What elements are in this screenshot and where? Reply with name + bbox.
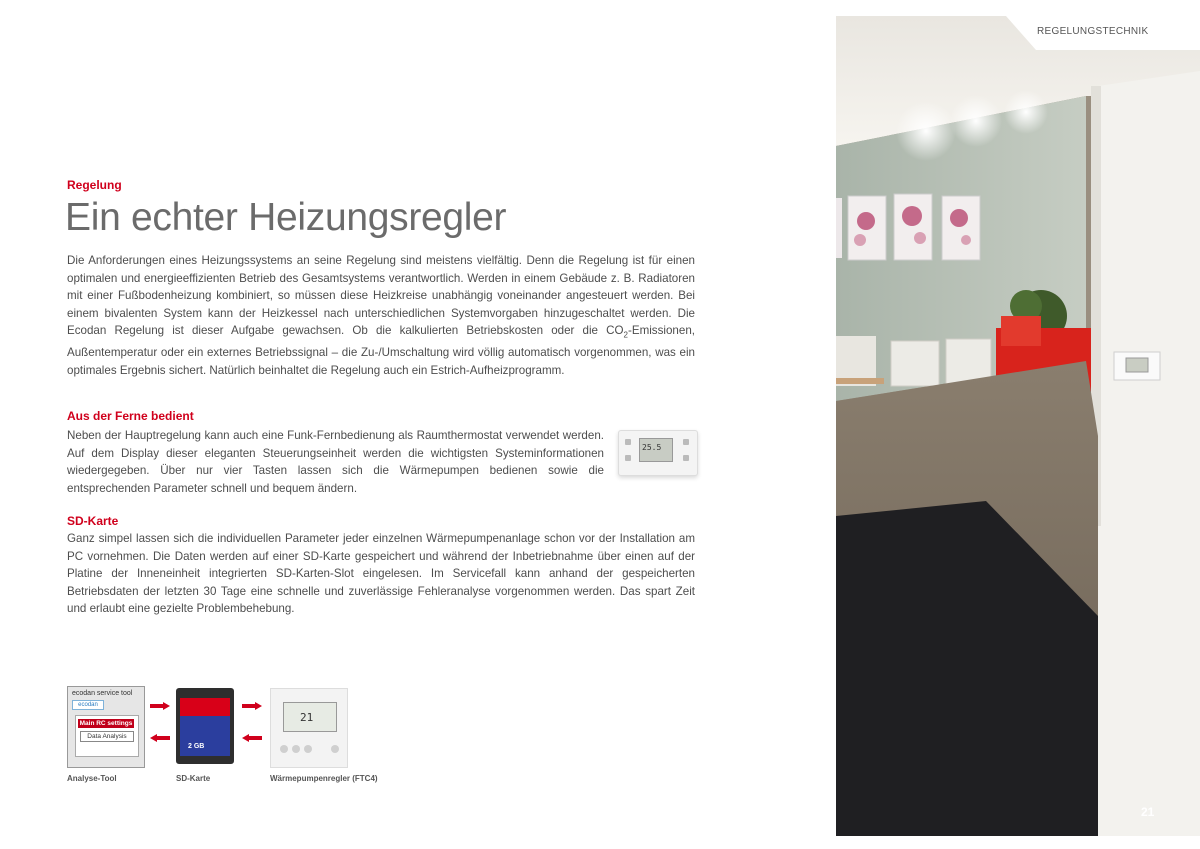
sd-card-image — [176, 688, 234, 764]
ecodan-logo: ecodan — [72, 700, 104, 710]
controller-display-value: 21 — [300, 711, 314, 724]
controller-button — [280, 745, 288, 753]
thermostat-button — [683, 439, 689, 445]
room-illustration — [836, 16, 1200, 836]
sd-card-body — [180, 716, 230, 756]
arrow-left-icon — [150, 734, 170, 742]
tool-menu — [75, 715, 139, 757]
co2-subscript: 2 — [623, 330, 628, 340]
heat-pump-controller-image — [270, 688, 348, 768]
caption-sd-card: SD-Karte — [176, 774, 211, 783]
intro-text-2: -Emissionen, Außentemperatur oder ein externes Betriebssignal – die Zu-/Umschaltung wird völlig automatisch vorgenommen, was ein optimales Ergebnis sichert. Natürlich beinhaltet die Regelung auch ein Estrich-Aufheizprogramm. — [67, 324, 695, 377]
analysis-tool-screen — [67, 686, 145, 768]
arrow-left-icon — [242, 734, 262, 742]
sd-card-label-band — [180, 698, 230, 716]
chapter-label: REGELUNGSTECHNIK — [1037, 26, 1149, 37]
intro-paragraph — [67, 252, 695, 379]
sdcard-heading: SD-Karte — [67, 514, 119, 528]
controller-button — [292, 745, 300, 753]
controller-button — [304, 745, 312, 753]
page-number: 21 — [1141, 805, 1155, 819]
thermostat-display-value: 25.5 — [642, 443, 662, 452]
interior-photo — [836, 16, 1200, 836]
sd-card-capacity: 2 GB — [188, 743, 205, 750]
arrow-right-icon — [242, 702, 262, 710]
thermostat-button — [625, 455, 631, 461]
room-thermostat-image — [618, 430, 698, 476]
tool-menu-item: Main RC settings — [79, 720, 133, 727]
controller-button — [331, 745, 339, 753]
tool-title: ecodan service tool — [72, 690, 133, 697]
controller-display — [283, 702, 337, 732]
arrow-right-icon — [150, 702, 170, 710]
thermostat-button — [625, 439, 631, 445]
thermostat-display — [639, 438, 673, 462]
remote-paragraph: Neben der Hauptregelung kann auch eine Funk-Fernbedienung als Raumthermostat verwendet werden. Auf dem Display dieser eleganten Steuerungseinheit werden die wichtigsten Systeminformationen wiedergegeben. Über nur vier Tasten lassen sich die Wärmepumpen bedienen sowie die entsprechenden Parameter schnell und bequem ändern. — [67, 429, 604, 495]
page-title: Ein echter Heizungsregler — [65, 196, 507, 239]
intro-text-1: Die Anforderungen eines Heizungssystems an seine Regelung sind meistens vielfältig. Denn die Regelung ist für einen optimalen und energieeffizienten Betrieb des Gesamtsystems verantwortlich. Werden in einem Gebäude z. B. Radiatoren mit einer Fußbodenheizung kombiniert, so müssen diese Heizkreise unabhängig voneinander angesteuert werden. Bei einem bivalenten System kann der Heizkessel nach unterschiedlichen Systemvorgaben hinzugeschaltet werden. Die Ecodan Regelung ist dieser Aufgabe gewachsen. Ob die kalkulierten Betriebskosten oder die CO — [67, 254, 695, 338]
sdcard-paragraph: Ganz simpel lassen sich die individuellen Parameter jeder einzelnen Wärmepumpenanlage schon vor der Installation am PC vornehmen. Die Daten werden auf einer SD-Karte gespeichert und während der Inbetriebnahme über einen auf der Platine der Inneneinheit integrierten SD-Karten-Slot eingelesen. Im Servicefall kann anhand der gespeicherten Betriebsdaten der letzten 30 Tage eine schnelle und zuverlässige Fehleranalyse vorgenommen werden. Das spart Zeit und erlaubt eine gezielte Problembehebung. — [67, 532, 695, 616]
caption-controller: Wärmepumpenregler (FTC4) — [270, 774, 378, 783]
remote-heading: Aus der Ferne bedient — [67, 409, 194, 423]
thermostat-button — [683, 455, 689, 461]
tool-menu-item: Data Analysis — [80, 731, 134, 742]
section-label: Regelung — [67, 178, 122, 192]
caption-analysis-tool: Analyse-Tool — [67, 774, 117, 783]
